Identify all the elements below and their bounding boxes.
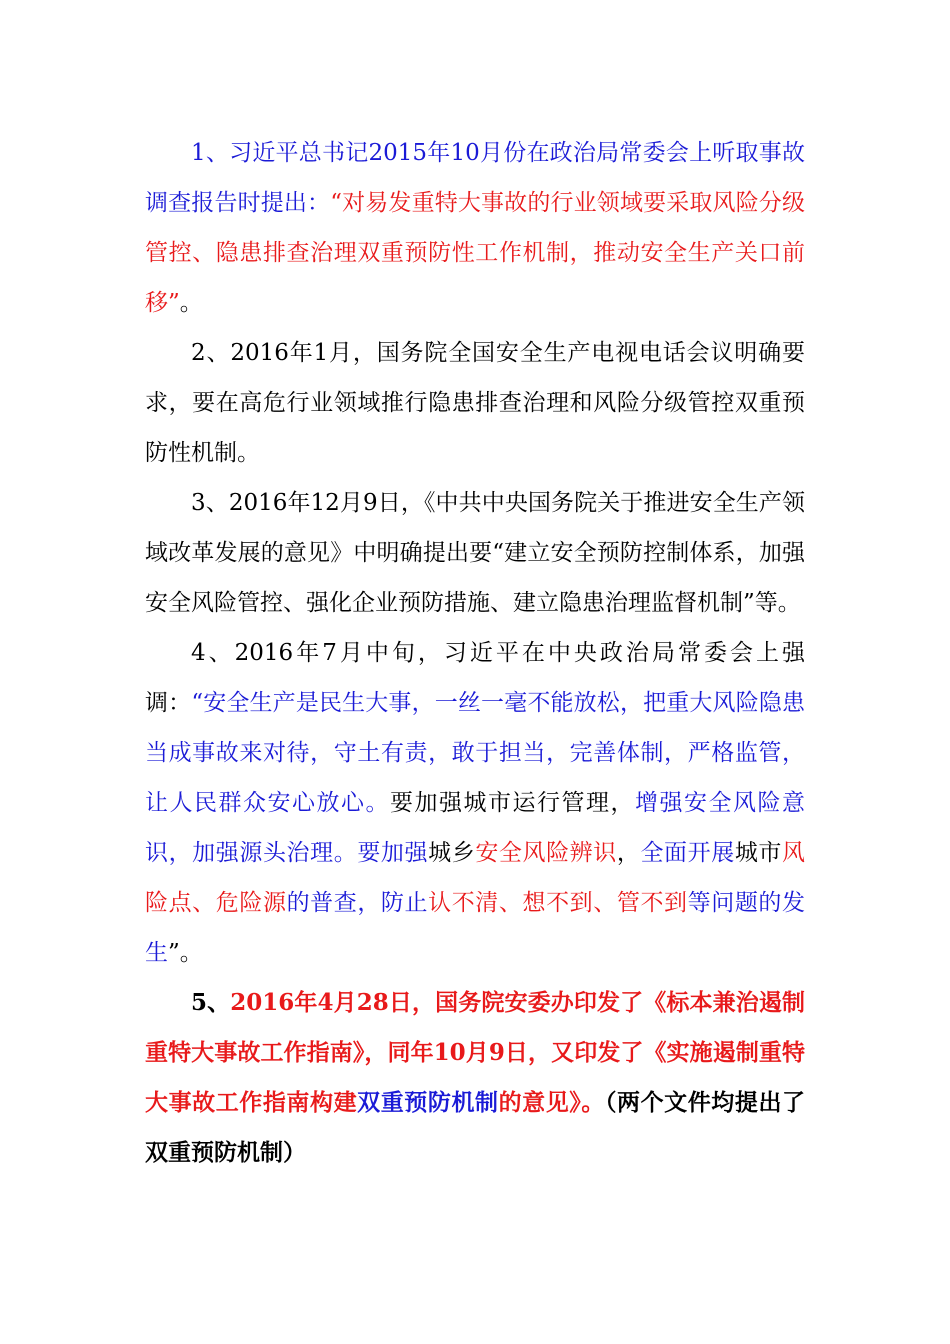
paragraph-4-quote-g: 全面开展 [640,840,735,866]
paragraph-4 [145,628,805,978]
paragraph-4-text-f: ， [616,840,641,866]
paragraph-5-text-c: 的意见》。 [498,1089,605,1116]
paragraph-4-quote-c: 增强安全风险意识，加强源头治理。要加强 [145,790,805,866]
paragraph-4-text-d: 城乡 [428,840,476,866]
paragraph-4-highlight-k: 认不清、想不到、管不到 [428,890,688,916]
paragraph-1-intro: 1、习近平总书记2015年10月份在政治局常委会上听取事故调查报告时提出： [145,140,805,216]
paragraph-5-note: （两个文件均提出了双重预防机制） [145,1089,806,1166]
paragraph-4-quote-a: “安全生产是民生大事，一丝一毫不能放松，把重大风险隐患当成事故来对待，守土有责，敢于担当，完善体制，严格监管，让人民群众安心放心。 [145,690,806,816]
paragraph-4-intro: 4、2016年7月中旬，习近平在中央政治局常委会上强调： [145,640,805,716]
document-page [145,128,805,1178]
paragraph-5 [145,978,805,1178]
paragraph-1 [145,128,805,328]
paragraph-3-text: 3、2016年12月9日，《中共中央国务院关于推进安全生产领域改革发展的意见》中明确提出要“建立安全预防控制体系，加强安全风险管控、强化企业预防措施、建立隐患治理监督机制”等。 [145,490,805,616]
paragraph-4-end: ”。 [168,940,203,966]
paragraph-5-highlight-b: 双重预防机制 [357,1089,499,1116]
paragraph-5-number: 5、 [191,989,231,1016]
paragraph-1-end: 。 [179,290,203,316]
paragraph-1-quote: “对易发重特大事故的行业领域要采取风险分级管控、隐患排查治理双重预防性工作机制，推动安全生产关口前移” [145,190,806,316]
paragraph-4-quote-l: 等问题的发生 [145,890,806,966]
paragraph-4-highlight-e: 安全风险辨识 [475,840,617,866]
paragraph-2 [145,328,805,478]
paragraph-4-text-b: 要加强城市运行管理， [390,790,635,816]
paragraph-2-text: 2、2016年1月，国务院全国安全生产电视电话会议明确要求，要在高危行业领域推行隐患排查治理和风险分级管控双重预防性机制。 [145,340,805,466]
paragraph-5-text-a: 2016年4月28日，国务院安委办印发了《标本兼治遏制重特大事故工作指南》，同年10月9日，又印发了《实施遏制重特大事故工作指南构建 [145,989,805,1116]
paragraph-4-text-h: 城市 [734,840,783,866]
paragraph-4-highlight-i: 风险点、危险源 [145,840,806,916]
paragraph-4-quote-j: 的普查，防止 [286,890,429,916]
paragraph-3 [145,478,805,628]
